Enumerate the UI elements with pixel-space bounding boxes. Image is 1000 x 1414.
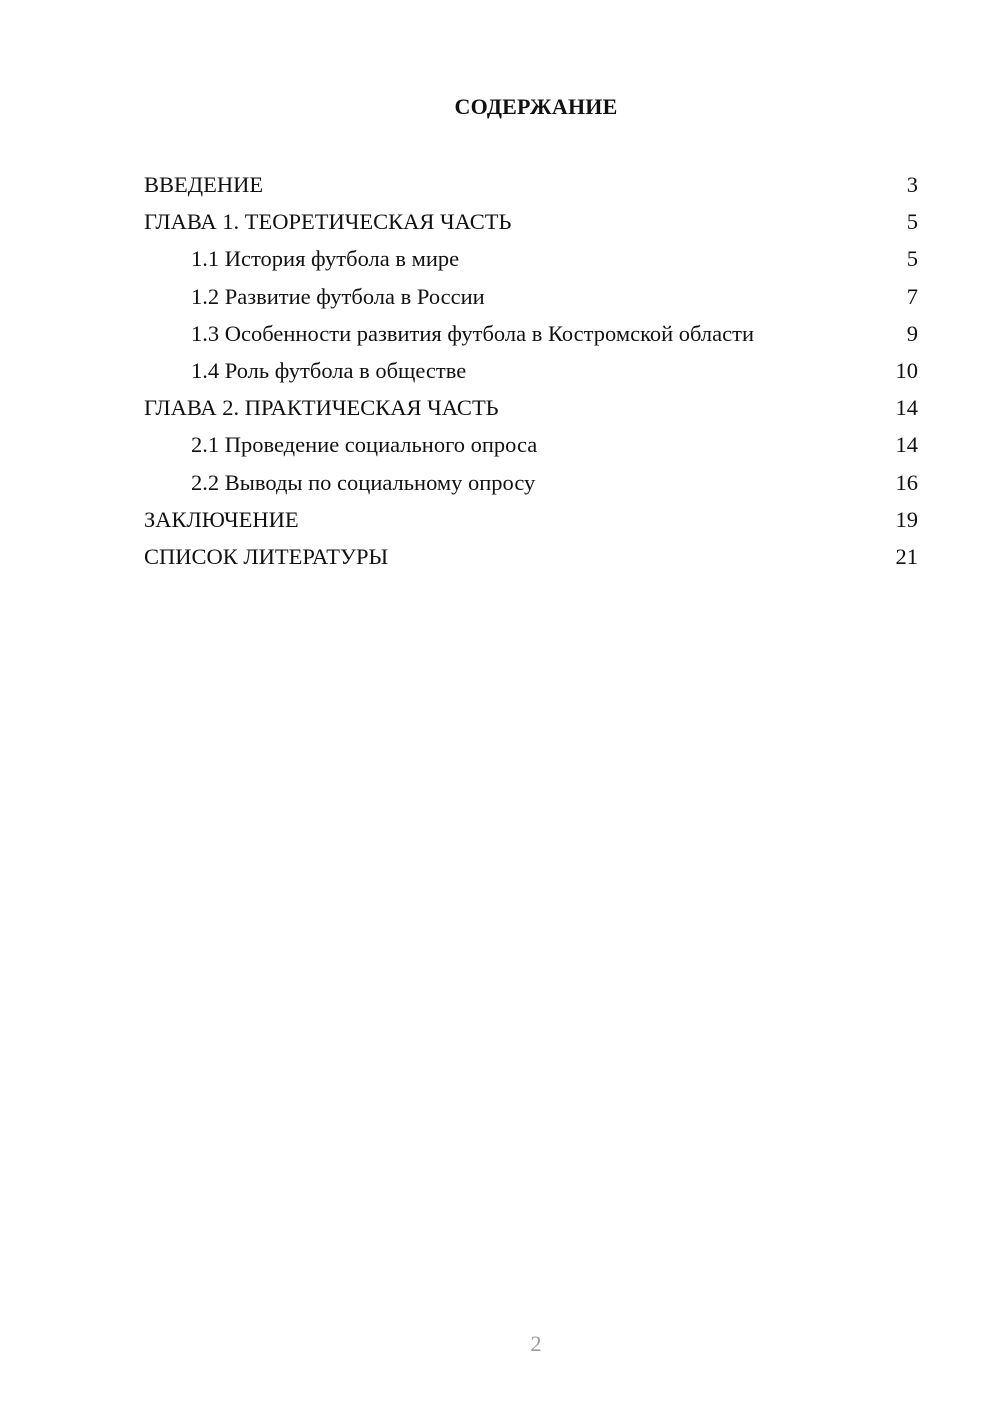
- toc-entry-page: 14: [895, 432, 918, 458]
- toc-entry-introduction[interactable]: [144, 166, 918, 203]
- toc-entry-page: 14: [895, 395, 918, 421]
- toc-entry-section-1-3[interactable]: [144, 315, 918, 352]
- toc-entry-section-2-1[interactable]: [144, 426, 918, 463]
- toc-entry-page: 5: [906, 246, 918, 272]
- page-number: 2: [530, 1331, 542, 1356]
- toc-entry-label: 1.1 История футбола в мире: [191, 246, 460, 272]
- toc-entry-page: 21: [895, 543, 918, 569]
- toc-entry-label: СПИСОК ЛИТЕРАТУРЫ: [144, 543, 389, 569]
- toc-entry-page: 19: [895, 506, 918, 532]
- table-of-contents: [144, 166, 918, 575]
- toc-entry-section-1-4[interactable]: [144, 352, 918, 389]
- toc-entry-section-1-1[interactable]: [144, 240, 918, 277]
- toc-entry-page: 10: [895, 357, 918, 383]
- toc-entry-page: 5: [906, 209, 918, 235]
- page-title: СОДЕРЖАНИЕ: [454, 94, 618, 119]
- toc-entry-label: 2.1 Проведение социального опроса: [191, 432, 538, 458]
- toc-entry-label: 1.4 Роль футбола в обществе: [191, 357, 467, 383]
- toc-entry-chapter-1[interactable]: [144, 203, 918, 240]
- toc-entry-page: 7: [906, 283, 918, 309]
- toc-entry-chapter-2[interactable]: [144, 389, 918, 426]
- toc-entry-section-1-2[interactable]: [144, 278, 918, 315]
- toc-entry-label: 1.2 Развитие футбола в России: [191, 283, 485, 309]
- toc-entry-conclusion[interactable]: [144, 501, 918, 538]
- toc-entry-page: 16: [895, 469, 918, 495]
- toc-entry-page: 3: [906, 172, 918, 197]
- toc-entry-references[interactable]: [144, 538, 918, 575]
- toc-entry-section-2-2[interactable]: [144, 464, 918, 501]
- toc-entry-label: ЗАКЛЮЧЕНИЕ: [144, 506, 299, 532]
- toc-entry-page: 9: [906, 320, 918, 346]
- toc-entry-label: ГЛАВА 1. ТЕОРЕТИЧЕСКАЯ ЧАСТЬ: [144, 209, 512, 235]
- toc-entry-label: ГЛАВА 2. ПРАКТИЧЕСКАЯ ЧАСТЬ: [144, 395, 499, 421]
- toc-entry-label: 2.2 Выводы по социальному опросу: [191, 469, 536, 495]
- toc-entry-label: ВВЕДЕНИЕ: [144, 172, 264, 197]
- toc-entry-label: 1.3 Особенности развития футбола в Костромской области: [191, 320, 754, 346]
